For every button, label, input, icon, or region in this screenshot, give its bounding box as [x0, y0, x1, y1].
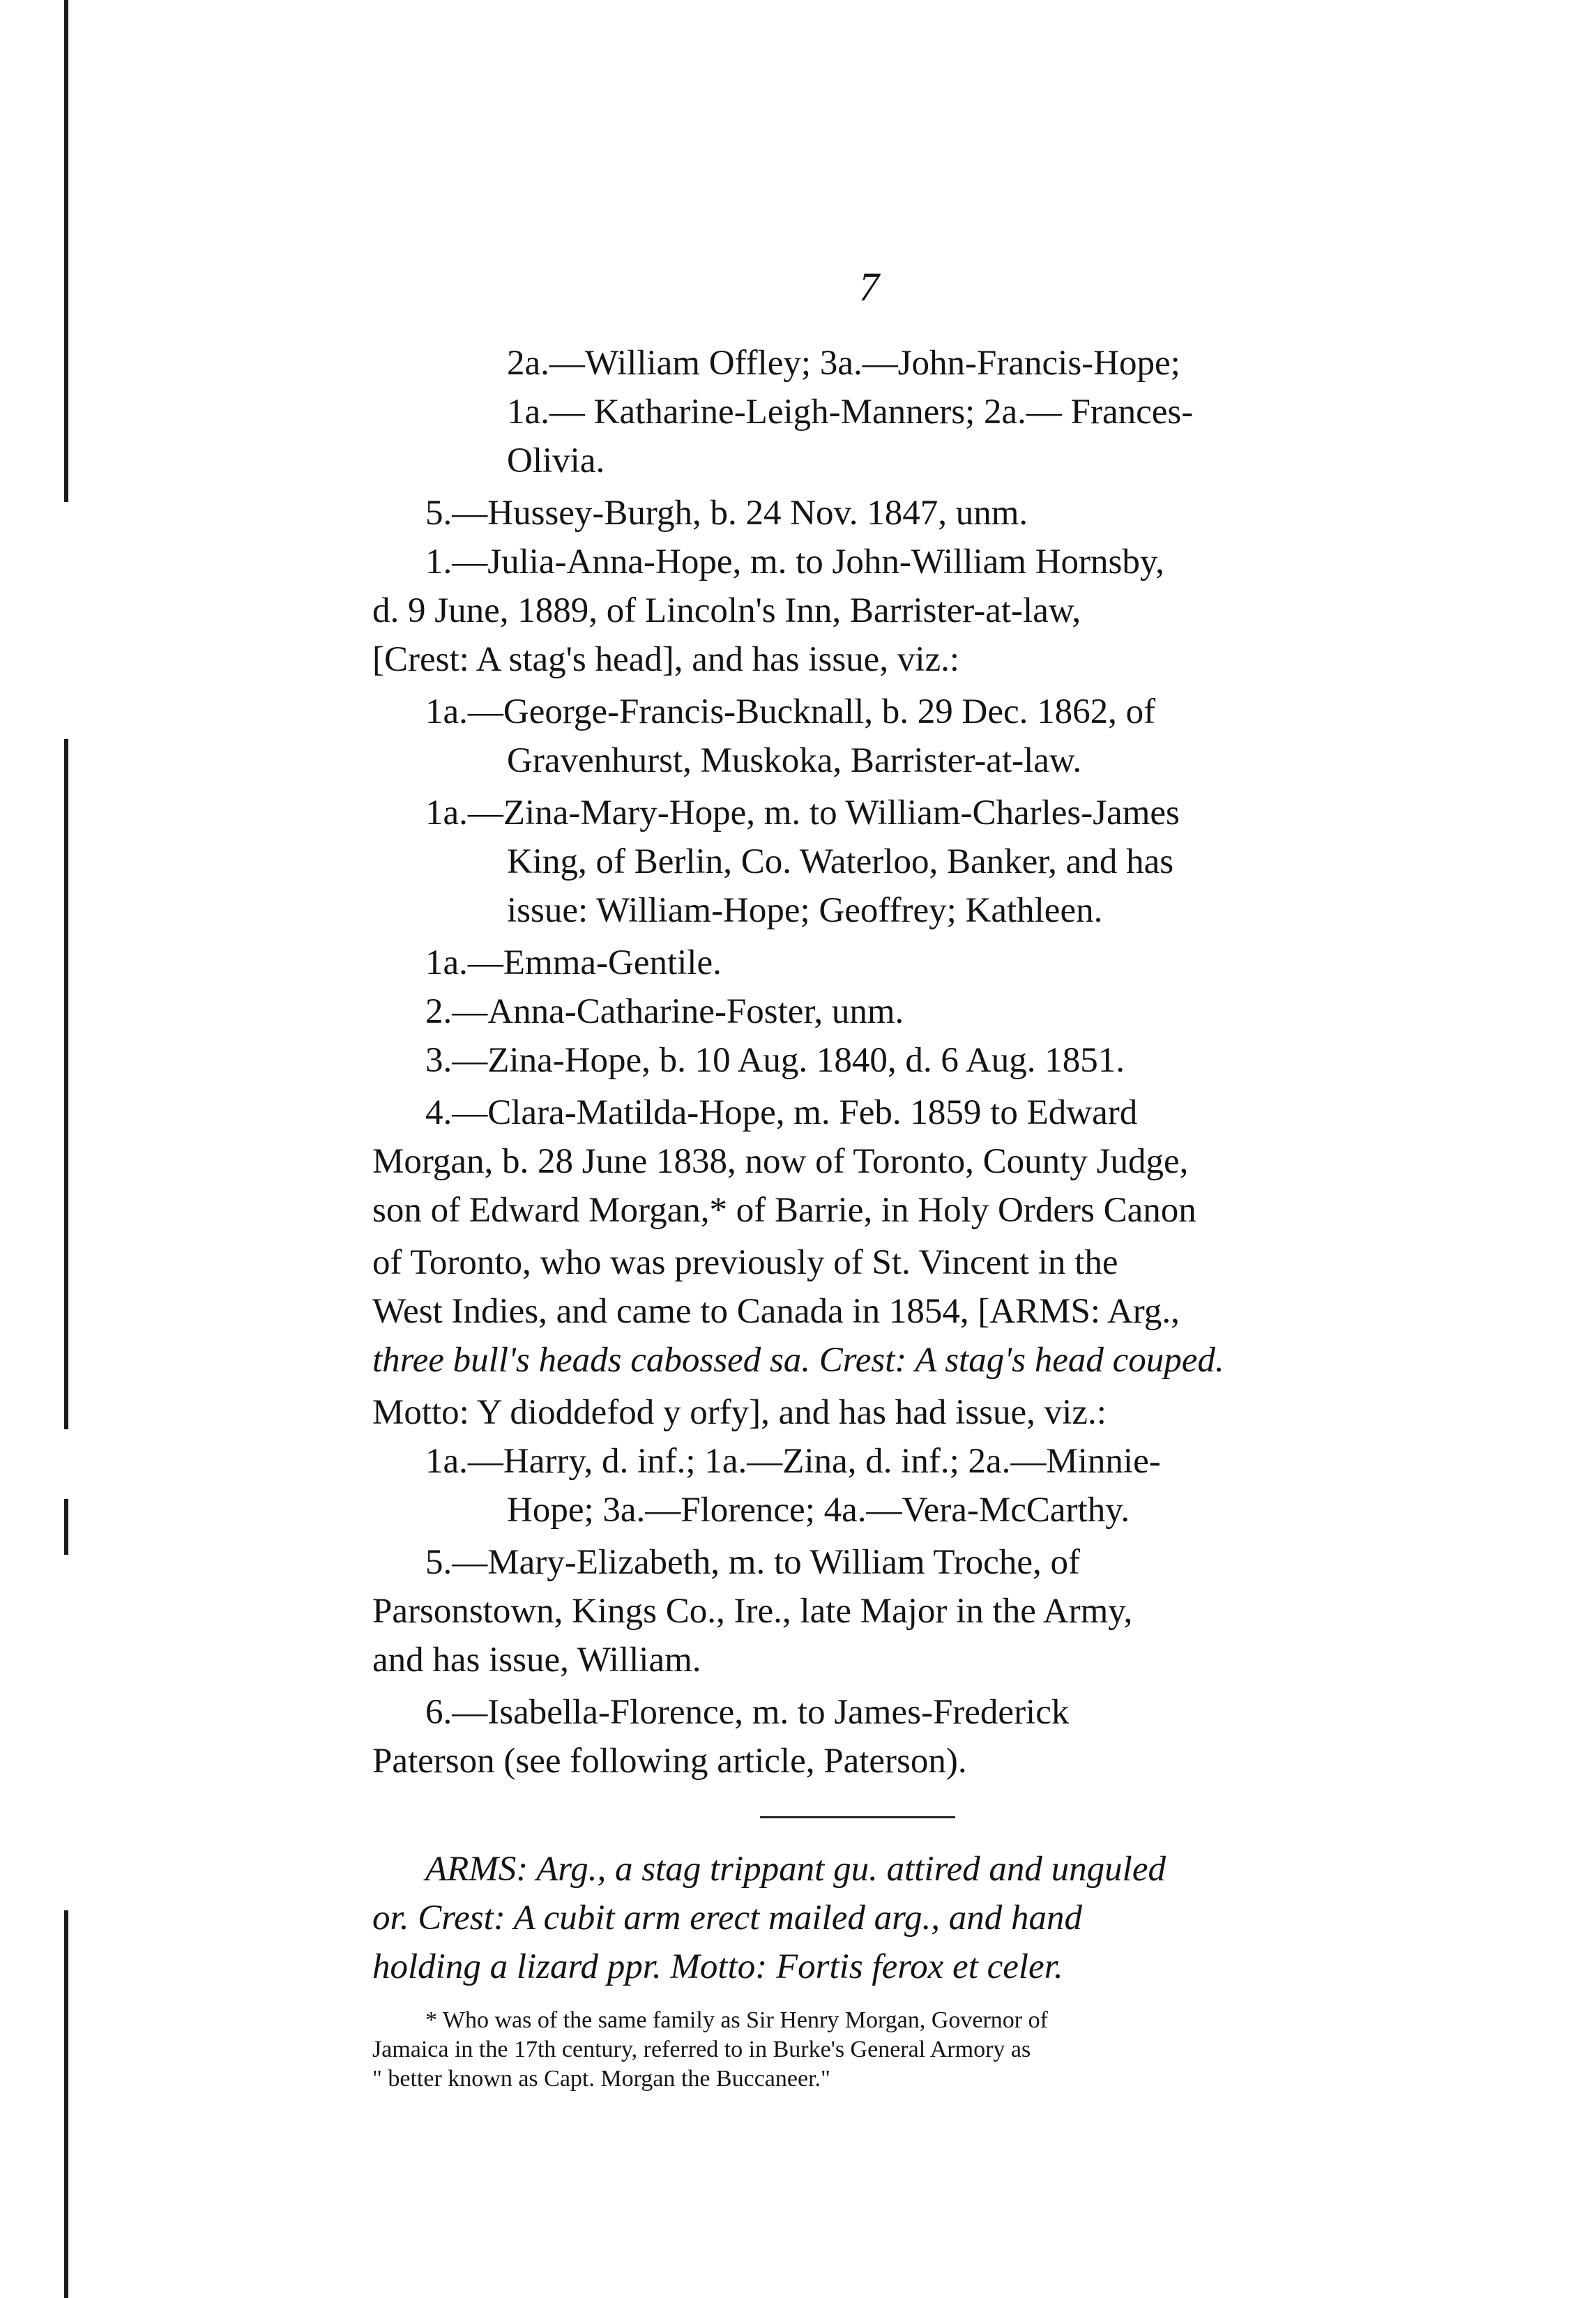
- footnote-line: " better known as Capt. Morgan the Buccaneer.": [372, 2066, 830, 2092]
- text-line: issue: William-Hope; Geoffrey; Kathleen.: [507, 891, 1103, 930]
- margin-scan-line: [64, 739, 68, 1429]
- text-line: King, of Berlin, Co. Waterloo, Banker, and has: [507, 842, 1174, 881]
- text-line: Motto: Y dioddefod y orfy], and has had issue, viz.:: [372, 1393, 1107, 1432]
- text-line: 5.—Hussey-Burgh, b. 24 Nov. 1847, unm.: [425, 494, 1028, 533]
- section-divider: [760, 1816, 955, 1818]
- margin-scan-line: [64, 0, 68, 502]
- text-line: and has issue, William.: [372, 1641, 701, 1680]
- text-line: 1a.—Zina-Mary-Hope, m. to William-Charles-James: [425, 793, 1180, 832]
- text-line: Olivia.: [507, 441, 605, 480]
- text-line: 4.—Clara-Matilda-Hope, m. Feb. 1859 to Edward: [425, 1093, 1138, 1132]
- text-line: West Indies, and came to Canada in 1854, [ARMS: Arg.,: [372, 1292, 1180, 1331]
- text-line: son of Edward Morgan,* of Barrie, in Holy Orders Canon: [372, 1191, 1196, 1230]
- text-line: 1a.— Katharine-Leigh-Manners; 2a.— Frances-: [507, 393, 1194, 432]
- text-line: 3.—Zina-Hope, b. 10 Aug. 1840, d. 6 Aug. 1851.: [425, 1041, 1125, 1080]
- text-line: 1a.—Emma-Gentile.: [425, 943, 722, 982]
- text-line: three bull's heads cabossed sa. Crest: A stag's head couped.: [372, 1341, 1224, 1380]
- text-line: 2a.—William Offley; 3a.—John-Francis-Hope;: [507, 344, 1180, 383]
- text-line: 6.—Isabella-Florence, m. to James-Frederick: [425, 1693, 1070, 1732]
- arms-line: ARMS: Arg., a stag trippant gu. attired and unguled: [425, 1850, 1166, 1889]
- text-line: 1a.—Harry, d. inf.; 1a.—Zina, d. inf.; 2a.—Minnie-: [425, 1442, 1161, 1481]
- text-line: d. 9 June, 1889, of Lincoln's Inn, Barrister-at-law,: [372, 591, 1081, 630]
- margin-scan-line: [64, 1499, 68, 1555]
- page-number: 7: [859, 264, 879, 310]
- margin-scan-line: [64, 1910, 68, 2298]
- text-line: Hope; 3a.—Florence; 4a.—Vera-McCarthy.: [507, 1491, 1130, 1530]
- text-line: 2.—Anna-Catharine-Foster, unm.: [425, 992, 904, 1031]
- text-line: 1.—Julia-Anna-Hope, m. to John-William Hornsby,: [425, 542, 1164, 581]
- footnote-line: Jamaica in the 17th century, referred to in Burke's General Armory as: [372, 2037, 1031, 2062]
- arms-line: or. Crest: A cubit arm erect mailed arg., and hand: [372, 1898, 1083, 1938]
- footnote-line: * Who was of the same family as Sir Henry Morgan, Governor of: [425, 2007, 1048, 2033]
- text-line: Parsonstown, Kings Co., Ire., late Major in the Army,: [372, 1592, 1133, 1631]
- arms-line: holding a lizard ppr. Motto: Fortis ferox et celer.: [372, 1947, 1063, 1986]
- text-line: Morgan, b. 28 June 1838, now of Toronto, County Judge,: [372, 1142, 1189, 1181]
- text-line: 5.—Mary-Elizabeth, m. to William Troche, of: [425, 1543, 1080, 1582]
- text-line: [Crest: A stag's head], and has issue, viz.:: [372, 640, 960, 679]
- text-line: 1a.—George-Francis-Bucknall, b. 29 Dec. 1862, of: [425, 692, 1156, 731]
- text-line: Paterson (see following article, Paterson).: [372, 1742, 967, 1781]
- text-line: Gravenhurst, Muskoka, Barrister-at-law.: [507, 741, 1082, 780]
- text-line: of Toronto, who was previously of St. Vincent in the: [372, 1243, 1118, 1282]
